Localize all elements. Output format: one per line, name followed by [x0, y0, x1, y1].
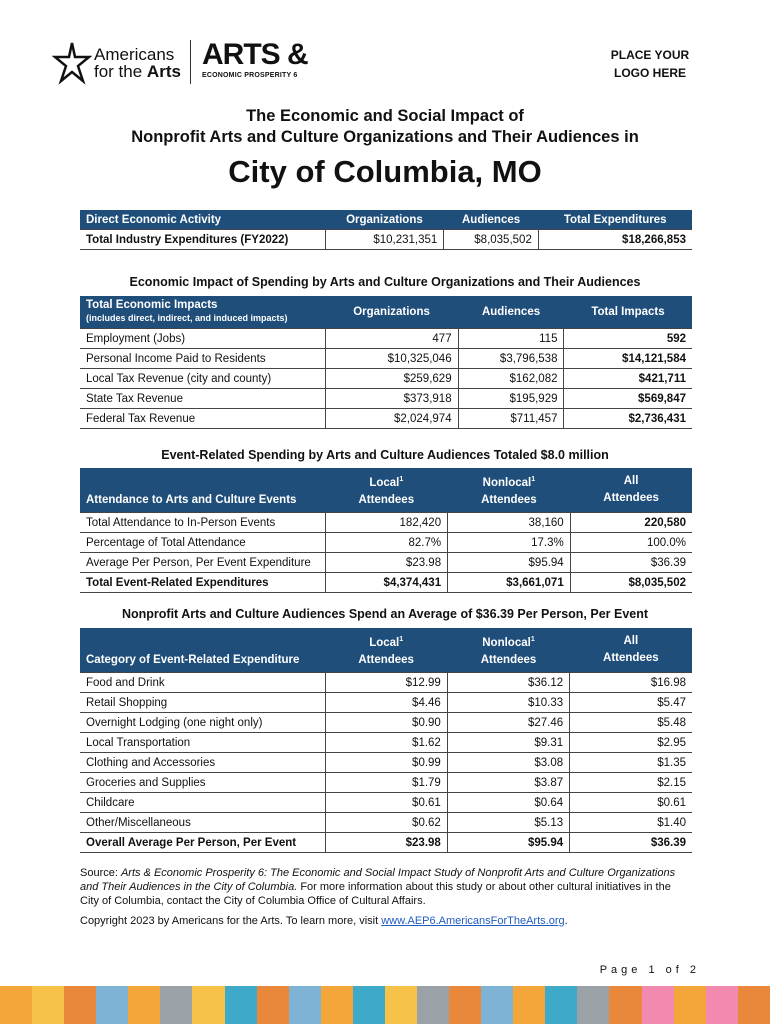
table-row: [80, 409, 692, 429]
table-row: [80, 513, 692, 533]
table-row-total: [80, 573, 692, 593]
cell: Other/Miscellaneous: [80, 813, 325, 833]
cell: $8,035,502: [570, 573, 692, 593]
footnote-marker: 1: [531, 476, 536, 484]
cell: $10,231,351: [325, 230, 444, 250]
event-section-title: Event-Related Spending by Arts and Culture Audiences Totaled $8.0 million: [161, 448, 609, 462]
footnote-marker: 1: [399, 476, 404, 484]
cell: Clothing and Accessories: [80, 753, 325, 773]
cell: $0.61: [325, 793, 447, 813]
impact-header-main: Total Economic Impacts: [86, 299, 218, 311]
cell: Total Industry Expenditures (FY2022): [80, 230, 325, 250]
cell: $23.98: [325, 553, 448, 573]
table-row: [80, 533, 692, 553]
category-header-all: [570, 628, 692, 673]
band-tile: [577, 986, 609, 1024]
impact-table: [80, 296, 692, 429]
band-tile: [225, 986, 257, 1024]
band-tile: [449, 986, 481, 1024]
event-header-nonlocal: [448, 468, 571, 513]
cell: $569,847: [564, 389, 692, 409]
decorative-icon-band: [0, 986, 770, 1024]
cell: 38,160: [448, 513, 571, 533]
cell: $95.94: [448, 553, 571, 573]
cell: Employment (Jobs): [80, 329, 325, 349]
cell: $4,374,431: [325, 573, 448, 593]
cell: $5.48: [570, 713, 692, 733]
band-tile: [32, 986, 64, 1024]
nonlocal-label: Nonlocal: [482, 636, 531, 649]
all-label: All: [623, 635, 639, 647]
band-tile: [289, 986, 321, 1024]
afta-line1: Americans: [94, 45, 175, 64]
cell: Food and Drink: [80, 673, 325, 693]
source-note: [80, 866, 692, 908]
cell: $162,082: [458, 369, 564, 389]
cell: 17.3%: [448, 533, 571, 553]
cell: Total Attendance to In-Person Events: [80, 513, 325, 533]
cell: 100.0%: [570, 533, 692, 553]
cell: 477: [325, 329, 458, 349]
band-tile: [257, 986, 289, 1024]
cell: Total Event-Related Expenditures: [80, 573, 325, 593]
band-tile: [321, 986, 353, 1024]
aep6-link[interactable]: www.AEP6.AmericansForTheArts.org: [381, 915, 565, 927]
event-header-local: [325, 468, 448, 513]
table-row: [80, 733, 692, 753]
direct-header-aud: Audiences: [444, 210, 539, 230]
table-row: [80, 693, 692, 713]
cell: Personal Income Paid to Residents: [80, 349, 325, 369]
cell: Groceries and Supplies: [80, 773, 325, 793]
band-tile: [160, 986, 192, 1024]
all-label: All: [623, 475, 639, 487]
category-table: [80, 628, 692, 853]
impact-header-orgs: Organizations: [325, 296, 458, 329]
copyright-text: Copyright 2023 by Americans for the Arts. To learn more, visit: [80, 915, 382, 927]
attendees-label: Attendees: [358, 653, 414, 666]
direct-header-label: Direct Economic Activity: [80, 210, 325, 230]
cell: $5.13: [447, 813, 569, 833]
table-row: [80, 349, 692, 369]
cell: $2,024,974: [325, 409, 458, 429]
cell: $3,661,071: [448, 573, 571, 593]
category-header-nonlocal: [447, 628, 569, 673]
place-logo-line2: LOGO HERE: [613, 66, 686, 80]
cell: $1.79: [325, 773, 447, 793]
cell: $8,035,502: [444, 230, 539, 250]
attendees-label: Attendees: [358, 493, 415, 506]
impact-header-label: [80, 296, 325, 329]
cell: $0.64: [447, 793, 569, 813]
cell: $259,629: [325, 369, 458, 389]
band-tile: [674, 986, 706, 1024]
title-line1: The Economic and Social Impact of: [246, 107, 524, 125]
category-section-title: Nonprofit Arts and Culture Audiences Spend an Average of $36.39 Per Person, Per Event: [121, 607, 649, 621]
cell: $36.39: [570, 553, 692, 573]
page-number: Page 1 of 2: [599, 964, 700, 976]
arts-logo-text: ARTS &: [202, 38, 308, 71]
cell: $1.62: [325, 733, 447, 753]
title-line2: Nonprofit Arts and Culture Organizations and Their Audiences in: [131, 128, 639, 146]
table-row: [80, 673, 692, 693]
cell: Childcare: [80, 793, 325, 813]
cell: $711,457: [458, 409, 564, 429]
cell: Federal Tax Revenue: [80, 409, 325, 429]
cell: Retail Shopping: [80, 693, 325, 713]
cell: $10,325,046: [325, 349, 458, 369]
table-row: [80, 793, 692, 813]
cell: Overnight Lodging (one night only): [80, 713, 325, 733]
cell: $0.90: [325, 713, 447, 733]
cell: State Tax Revenue: [80, 389, 325, 409]
cell: $12.99: [325, 673, 447, 693]
cell: $18,266,853: [538, 230, 692, 250]
band-tile: [417, 986, 449, 1024]
band-tile: [642, 986, 674, 1024]
cell: $1.40: [570, 813, 692, 833]
local-label: Local: [369, 636, 400, 649]
cell: $3.08: [447, 753, 569, 773]
band-tile: [192, 986, 224, 1024]
local-label: Local: [369, 476, 400, 489]
cell: $36.12: [447, 673, 569, 693]
cell: 592: [564, 329, 692, 349]
cell: $9.31: [447, 733, 569, 753]
footer-notes: [80, 866, 692, 934]
cell: Average Per Person, Per Event Expenditure: [80, 553, 325, 573]
arts-logo-subtext: ECONOMIC PROSPERITY 6: [202, 72, 298, 79]
cell: $3.87: [447, 773, 569, 793]
cell: $195,929: [458, 389, 564, 409]
cell: Local Tax Revenue (city and county): [80, 369, 325, 389]
star-figure-icon: [52, 39, 92, 87]
report-title: [0, 106, 770, 148]
band-tile: [64, 986, 96, 1024]
table-row: [80, 329, 692, 349]
band-tile: [738, 986, 770, 1024]
event-header-label: Attendance to Arts and Culture Events: [80, 468, 325, 513]
impact-header-aud: Audiences: [458, 296, 564, 329]
table-row-total: [80, 833, 692, 853]
table-row: [80, 753, 692, 773]
event-header-all: [570, 468, 692, 513]
cell: $14,121,584: [564, 349, 692, 369]
band-tile: [353, 986, 385, 1024]
place-logo-placeholder: [600, 46, 700, 82]
table-row: [80, 813, 692, 833]
table-row: [80, 230, 692, 250]
cell: 115: [458, 329, 564, 349]
cell: 82.7%: [325, 533, 448, 553]
cell: 220,580: [570, 513, 692, 533]
footnote-marker: 1: [399, 636, 404, 644]
cell: $0.61: [570, 793, 692, 813]
impact-section-title: Economic Impact of Spending by Arts and Culture Organizations and Their Audiences: [129, 275, 641, 289]
impact-header-sub: (includes direct, indirect, and induced impacts): [86, 313, 288, 323]
copyright-note: [80, 914, 692, 928]
band-tile: [385, 986, 417, 1024]
cell: $36.39: [570, 833, 692, 853]
band-tile: [128, 986, 160, 1024]
cell: $0.99: [325, 753, 447, 773]
nonlocal-label: Nonlocal: [482, 476, 532, 489]
attendees-label: Attendees: [481, 493, 537, 506]
cell: Local Transportation: [80, 733, 325, 753]
page-header: [0, 0, 770, 100]
band-tile: [609, 986, 641, 1024]
category-header-local: [325, 628, 447, 673]
place-logo-line1: PLACE YOUR: [610, 48, 690, 62]
event-table: [80, 468, 692, 593]
category-header-label: Category of Event-Related Expenditure: [80, 628, 325, 673]
attendees-label: Attendees: [603, 492, 659, 504]
band-tile: [481, 986, 513, 1024]
afta-line2b: Arts: [146, 62, 181, 81]
direct-header-total: Total Expenditures: [538, 210, 692, 230]
source-rest: For more information about this study or about other cultural initiatives in the City of Columbia, contact the City of Columbia Office of Cultural Affairs.: [80, 881, 671, 907]
table-row: [80, 713, 692, 733]
cell: Percentage of Total Attendance: [80, 533, 325, 553]
attendees-label: Attendees: [603, 652, 659, 664]
footnote-marker: 1: [530, 636, 535, 644]
cell: $3,796,538: [458, 349, 564, 369]
cell: $0.62: [325, 813, 447, 833]
source-title: Arts & Economic Prosperity 6: The Economic and Social Impact Study of Nonprofit Arts and Culture Organizations and Their Audiences in the City of Columbia.: [80, 867, 676, 893]
cell: $27.46: [447, 713, 569, 733]
band-tile: [706, 986, 738, 1024]
table-row: [80, 773, 692, 793]
table-row: [80, 389, 692, 409]
cell: $421,711: [564, 369, 692, 389]
cell: 182,420: [325, 513, 448, 533]
cell: $23.98: [325, 833, 447, 853]
cell: $5.47: [570, 693, 692, 713]
band-tile: [545, 986, 577, 1024]
cell: Overall Average Per Person, Per Event: [80, 833, 325, 853]
band-tile: [96, 986, 128, 1024]
cell: $10.33: [447, 693, 569, 713]
band-tile: [513, 986, 545, 1024]
logo-divider: [190, 40, 191, 84]
cell: $16.98: [570, 673, 692, 693]
cell: $1.35: [570, 753, 692, 773]
table-row: [80, 553, 692, 573]
cell: $2.95: [570, 733, 692, 753]
afta-line2a: for the: [94, 62, 147, 81]
period: .: [564, 915, 568, 927]
city-title: City of Columbia, MO: [228, 154, 542, 189]
cell: $4.46: [325, 693, 447, 713]
cell: $95.94: [447, 833, 569, 853]
table-row: [80, 369, 692, 389]
source-label: Source:: [80, 867, 121, 879]
direct-header-orgs: Organizations: [325, 210, 444, 230]
cell: $2.15: [570, 773, 692, 793]
americans-for-the-arts-logo: [52, 38, 182, 88]
band-tile: [0, 986, 32, 1024]
direct-activity-table: [80, 210, 692, 250]
arts-prosperity-logo: [202, 40, 308, 79]
cell: $2,736,431: [564, 409, 692, 429]
impact-header-total: Total Impacts: [564, 296, 692, 329]
attendees-label: Attendees: [480, 653, 537, 666]
cell: $373,918: [325, 389, 458, 409]
